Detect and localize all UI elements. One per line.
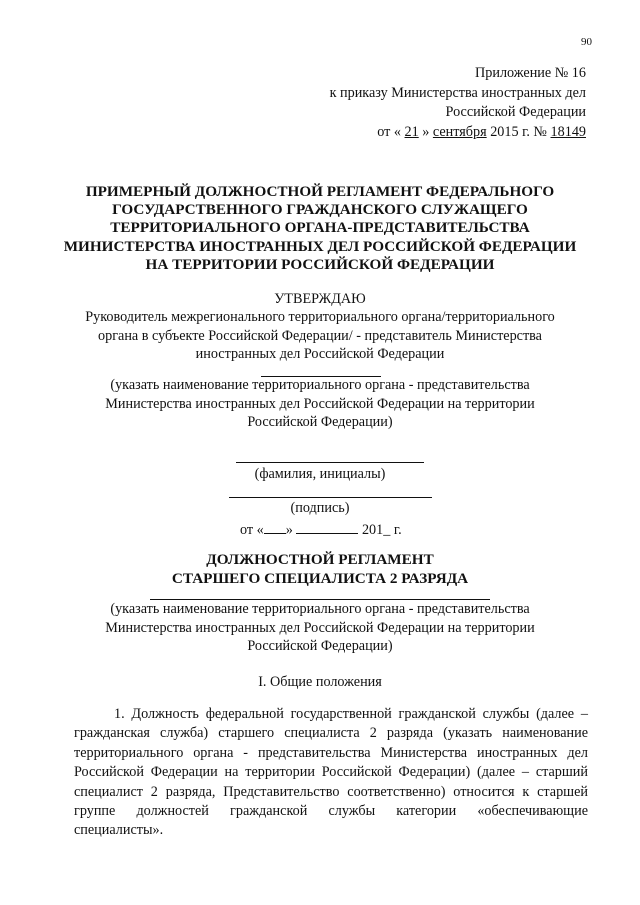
main-title-line-2: ГОСУДАРСТВЕННОГО ГРАЖДАНСКОГО СЛУЖАЩЕГО <box>112 201 528 219</box>
note1-line-3: Российской Федерации) <box>247 414 393 431</box>
day-blank <box>264 521 286 534</box>
note2-line-2: Министерства иностранных дел Российской Федерации на территории <box>105 619 535 636</box>
sig-date-year: 201_ г. <box>361 522 402 538</box>
main-title-line-5: НА ТЕРРИТОРИИ РОССИЙСКОЙ ФЕДЕРАЦИИ <box>145 255 495 273</box>
approve-line-3: иностранных дел Российской Федерации <box>195 346 445 363</box>
order-year: 2015 г. № <box>490 123 547 140</box>
page-number: 90 <box>581 36 592 48</box>
approval-date <box>240 521 402 539</box>
paragraph-1: 1. Должность федеральной государственной гражданской службы (далее – гражданская служба) старшего специалиста 2 разряда (указать наименование территориального органа - представительства Министерства иностранных дел Российской Федерации на территории Российской Федерации) (далее – старший специалист 2 разряда, Представительство соответственно) относится к старшей группе должностей гражданской службы категории «обеспечивающие специалисты». <box>74 706 588 839</box>
month-blank <box>296 521 358 534</box>
order-day: 21 <box>404 123 419 140</box>
appendix-date-line <box>330 123 586 143</box>
sig-date-prefix: от « <box>240 522 264 538</box>
approve-line-2: органа в субъекте Российской Федерации/ - представитель Министерства <box>98 327 542 344</box>
territorial-note-1 <box>60 376 580 432</box>
order-number: 18149 <box>550 123 586 140</box>
sig-date-mid: » <box>285 522 293 538</box>
main-title-line-3: ТЕРРИТОРИАЛЬНОГО ОРГАНА-ПРЕДСТАВИТЕЛЬСТВА <box>110 219 530 237</box>
main-title <box>60 183 580 274</box>
regulation-title <box>60 550 580 588</box>
approve-heading: УТВЕРЖДАЮ <box>274 291 366 307</box>
note1-line-2: Министерства иностранных дел Российской Федерации на территории <box>105 395 535 412</box>
section-title: I. Общие положения <box>258 674 382 690</box>
note2-line-3: Российской Федерации) <box>247 638 393 655</box>
note2-line-1: (указать наименование территориального органа - представительства <box>110 601 530 617</box>
name-rule <box>236 462 424 463</box>
appendix-line-1: Приложение № 16 <box>475 65 586 81</box>
date-prefix: от « <box>377 123 401 140</box>
territorial-note-2 <box>60 600 580 656</box>
approve-line-1: Руководитель межрегионального территориального органа/территориального <box>85 309 555 326</box>
name-caption: (фамилия, инициалы) <box>254 466 386 482</box>
approval-block <box>60 290 580 364</box>
signature-caption: (подпись) <box>290 500 350 516</box>
appendix-line-3: Российской Федерации <box>445 104 586 121</box>
appendix-header <box>330 64 586 142</box>
regulation-title-line-2: СТАРШЕГО СПЕЦИАЛИСТА 2 РАЗРЯДА <box>171 570 469 587</box>
note1-line-1: (указать наименование территориального органа - представительства <box>110 377 530 393</box>
regulation-title-line-1: ДОЛЖНОСТНОЙ РЕГЛАМЕНТ <box>206 551 434 568</box>
signature-rule-2 <box>229 497 432 498</box>
main-title-line-4: МИНИСТЕРСТВА ИНОСТРАННЫХ ДЕЛ РОССИЙСКОЙ ФЕДЕРАЦИИ <box>63 237 577 255</box>
date-mid: » <box>422 123 430 140</box>
order-month: сентября <box>432 123 487 140</box>
appendix-line-2: к приказу Министерства иностранных дел <box>329 84 586 101</box>
main-title-line-1: ПРИМЕРНЫЙ ДОЛЖНОСТНОЙ РЕГЛАМЕНТ ФЕДЕРАЛЬНОГО <box>85 183 555 200</box>
